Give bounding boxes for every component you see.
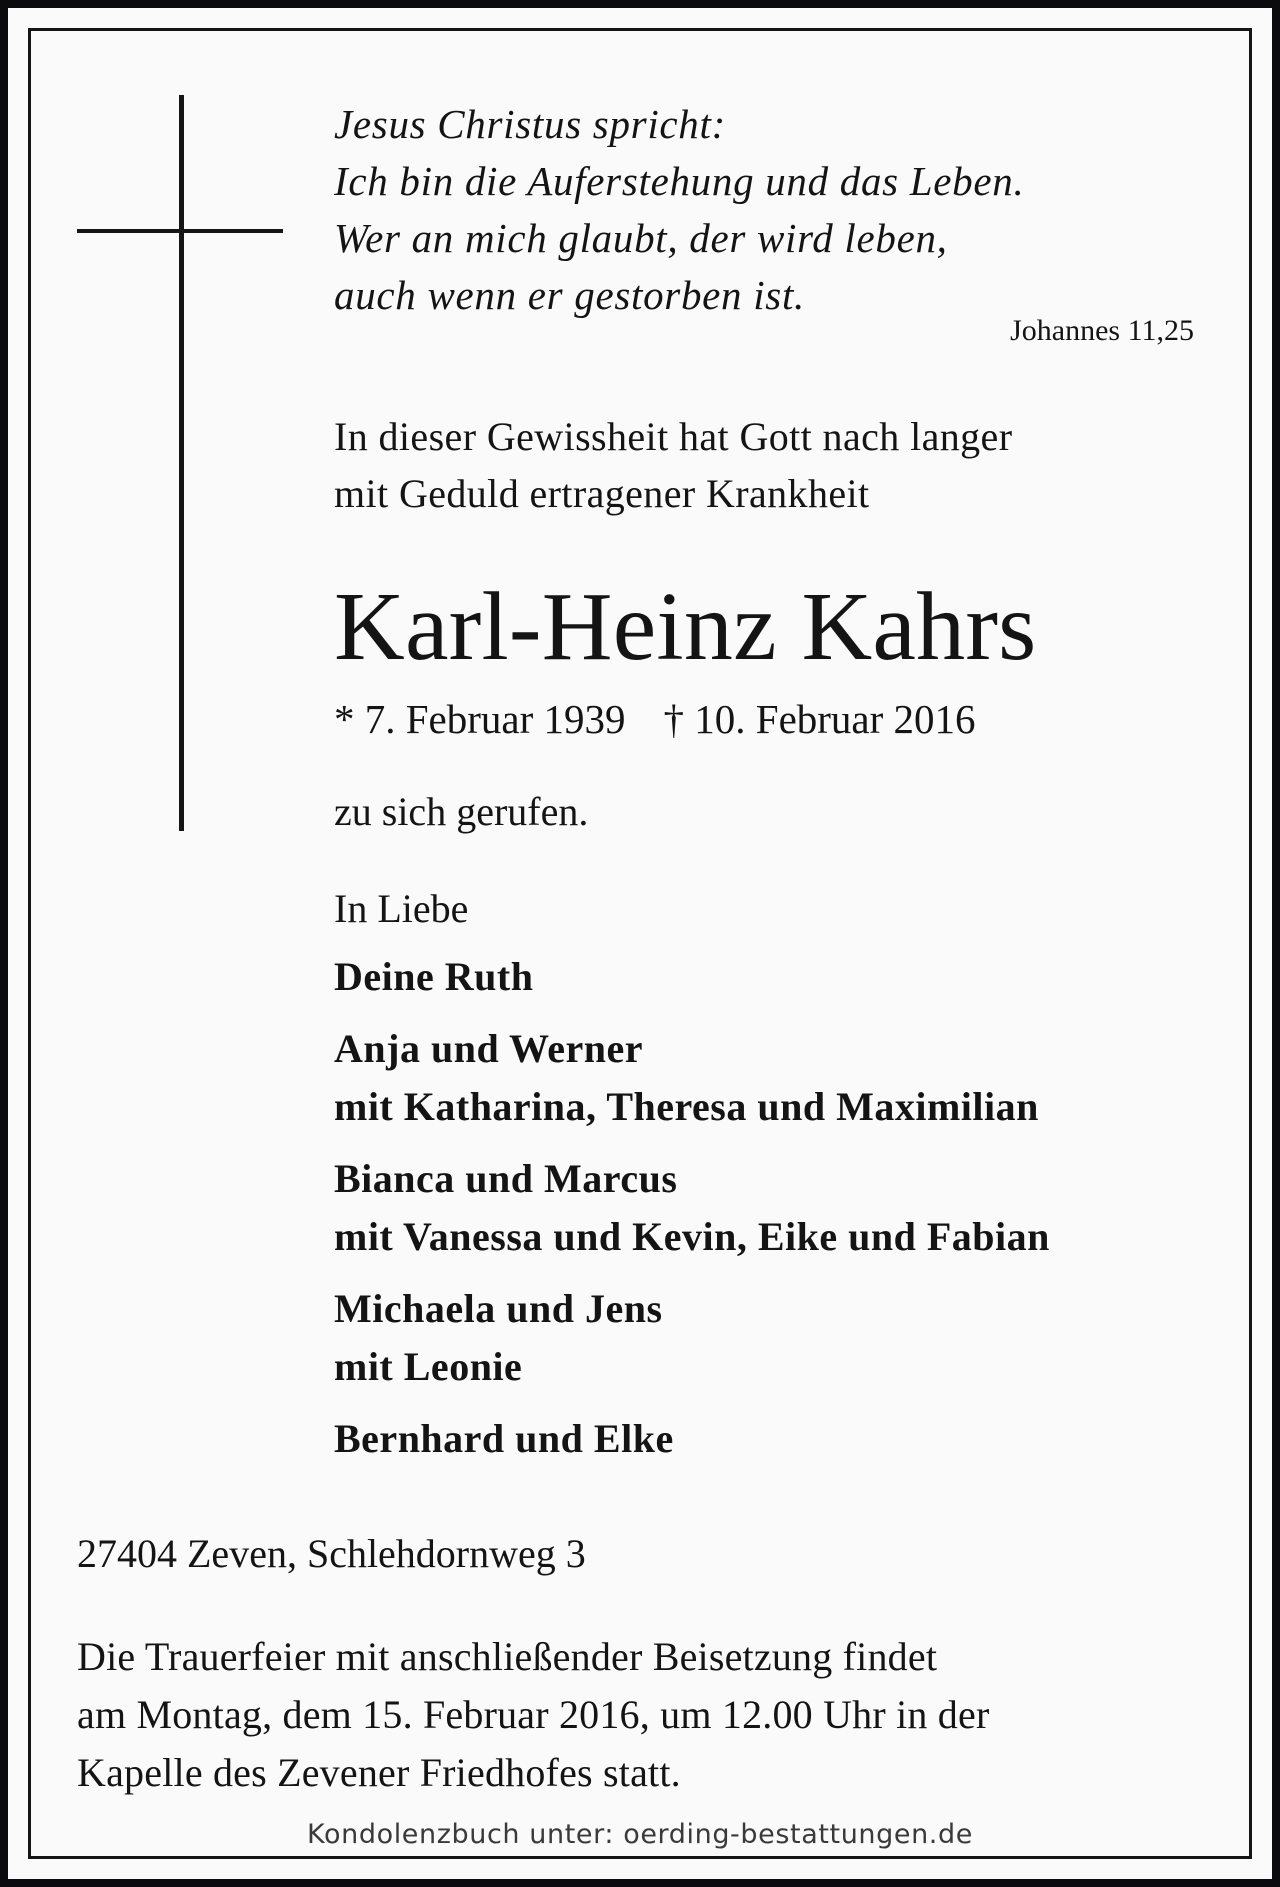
quote-line: Ich bin die Auferstehung und das Leben.: [334, 158, 1025, 204]
family-line: Michaela und Jens: [334, 1286, 663, 1331]
family-group: [334, 1020, 1234, 1136]
life-dates: [334, 692, 976, 746]
family-line: Anja und Werner: [334, 1026, 644, 1071]
cross-icon: [179, 95, 184, 831]
family-line: mit Vanessa und Kevin, Eike und Fabian: [334, 1214, 1050, 1259]
family-line: mit Leonie: [334, 1344, 523, 1389]
family-line: mit Katharina, Theresa und Maximilian: [334, 1084, 1039, 1129]
family-line: Deine Ruth: [334, 954, 534, 999]
closing-text: zu sich gerufen.: [334, 789, 589, 834]
condolence-link: Kondolenzbuch unter: oerding-bestattungen.de: [307, 1819, 973, 1850]
ceremony-info: [77, 1628, 989, 1802]
obituary-notice: [8, 8, 1272, 1879]
address: 27404 Zeven, Schlehdornweg 3: [77, 1531, 586, 1576]
ceremony-line: am Montag, dem 15. Februar 2016, um 12.00 Uhr in der: [77, 1692, 990, 1737]
cross-bar: [77, 229, 283, 233]
intro-text: [334, 408, 1012, 522]
family-group: [334, 948, 1234, 1006]
quote-line: auch wenn er gestorben ist.: [334, 272, 805, 318]
intro-line: In dieser Gewissheit hat Gott nach langer: [334, 414, 1013, 459]
quote-line: Jesus Christus spricht:: [334, 101, 726, 147]
birth-date: * 7. Februar 1939: [334, 696, 626, 742]
intro-line: mit Geduld ertragener Krankheit: [334, 471, 870, 516]
quote-source: Johannes 11,25: [1010, 314, 1194, 347]
love-text: In Liebe: [334, 886, 469, 931]
family-group: [334, 1410, 1234, 1468]
ceremony-line: Kapelle des Zevener Friedhofes statt.: [77, 1750, 681, 1795]
quote-line: Wer an mich glaubt, der wird leben,: [334, 215, 948, 261]
deceased-name: Karl-Heinz Kahrs: [334, 573, 1037, 681]
family-line: Bianca und Marcus: [334, 1156, 678, 1201]
family-line: Bernhard und Elke: [334, 1416, 674, 1461]
family-group: [334, 1280, 1234, 1396]
family-list: [334, 948, 1234, 1482]
death-date: † 10. Februar 2016: [663, 696, 976, 742]
ceremony-line: Die Trauerfeier mit anschließender Beisetzung findet: [77, 1634, 938, 1679]
family-group: [334, 1150, 1234, 1266]
bible-quote: [334, 96, 1184, 324]
